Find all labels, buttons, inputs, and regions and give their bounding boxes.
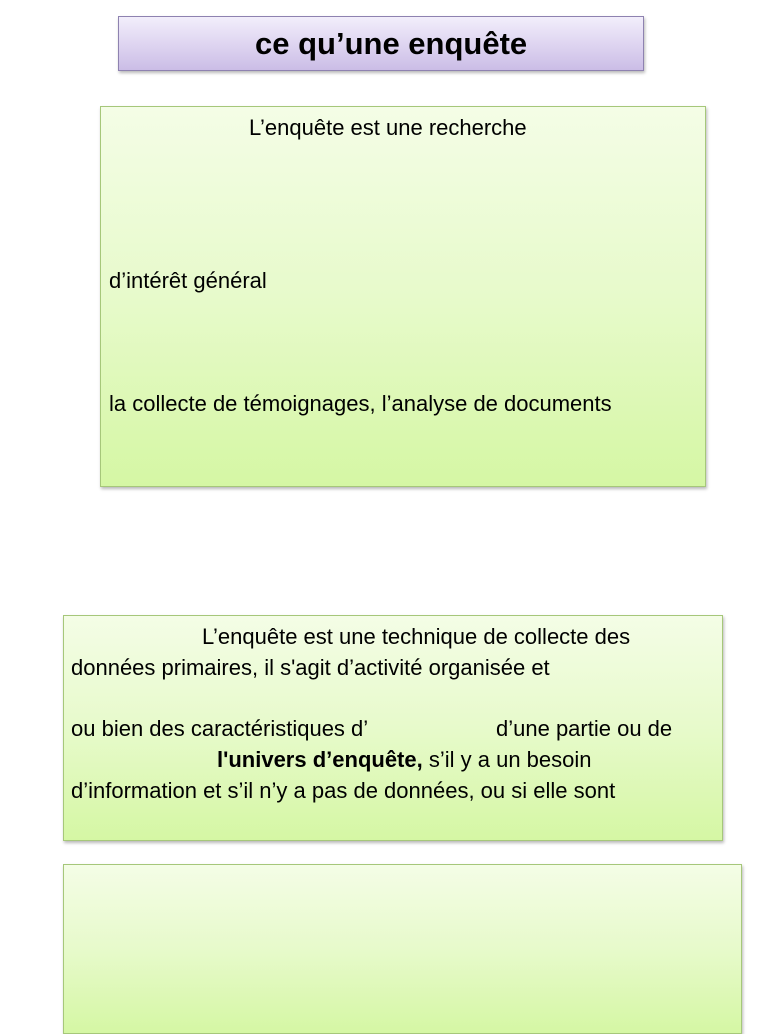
definition-box-technique bbox=[63, 615, 723, 841]
technique-line-5: d’information et s’il n’y a pas de données, ou si elle sont bbox=[71, 778, 616, 803]
definition-line-3: la collecte de témoignages, l’analyse de documents bbox=[109, 391, 612, 416]
definition-line-1: L’enquête est une recherche bbox=[249, 115, 527, 140]
universe-term: l'univers d’enquête, bbox=[217, 747, 423, 772]
technique-line-2: données primaires, il s'agit d’activité organisée et bbox=[71, 655, 550, 680]
definition-box-research bbox=[100, 106, 706, 487]
empty-content-box bbox=[63, 864, 742, 1034]
technique-line-4 bbox=[217, 747, 592, 773]
page-title: ce qu’une enquête bbox=[255, 26, 528, 61]
technique-line-3a: ou bien des caractéristiques d’ bbox=[71, 716, 369, 741]
technique-line-4-rest: s’il y a un besoin bbox=[422, 747, 592, 772]
technique-line-3b: d’une partie ou de bbox=[496, 716, 673, 741]
technique-line-1: L’enquête est une technique de collecte des bbox=[202, 624, 631, 649]
definition-line-2: d’intérêt général bbox=[109, 268, 267, 293]
title-banner bbox=[118, 16, 644, 71]
